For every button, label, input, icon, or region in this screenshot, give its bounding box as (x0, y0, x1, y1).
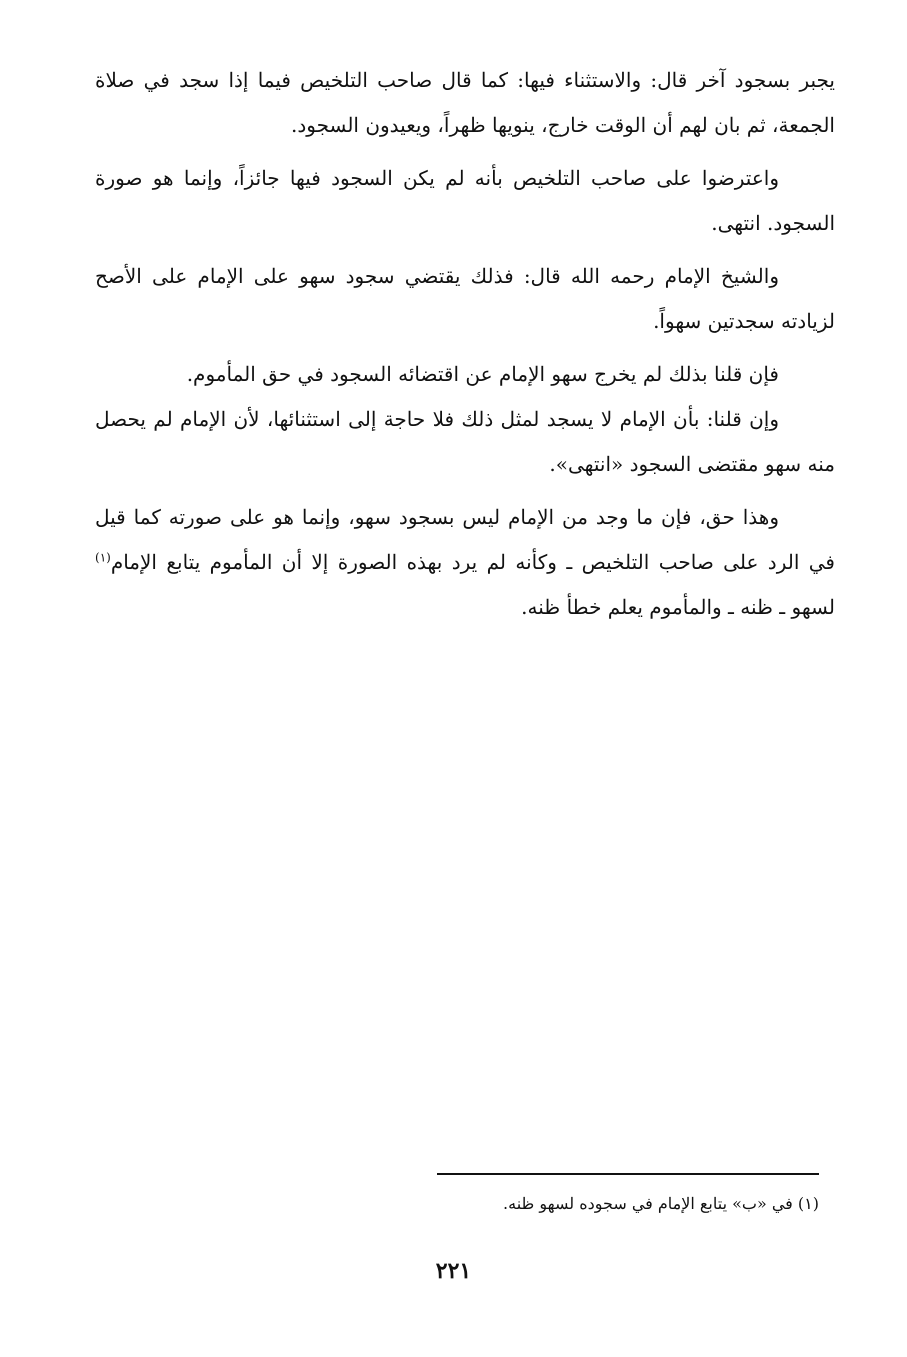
footnote-reference-mark: (١) (95, 550, 111, 565)
paragraph-5: وإن قلنا: بأن الإمام لا يسجد لمثل ذلك فلا حاجة إلى استثنائها، لأن الإمام لم يحصل منه سهو مقتضى السجود «انتهى». (95, 407, 835, 476)
main-text (95, 58, 835, 638)
paragraph-6 (95, 495, 835, 630)
paragraph-6-text-before: وهذا حق، فإن ما وجد من الإمام ليس بسجود سهو، وإنما هو على صورته كما قيل في الرد على صاحب التلخيص ـ وكأنه لم يرد بهذه الصورة إلا أن المأموم يتابع الإمام (95, 505, 835, 574)
paragraph-6-text-after: لسهو ـ ظنه ـ والمأموم يعلم خطأ ظنه. (521, 595, 835, 619)
page-number: ٢٢١ (435, 1258, 472, 1284)
paragraph-4: فإن قلنا بذلك لم يخرج سهو الإمام عن اقتضائه السجود في حق المأموم. (186, 362, 779, 386)
paragraph-1: يجبر بسجود آخر قال: والاستثناء فيها: كما قال صاحب التلخيص فيما إذا سجد في صلاة الجمعة، ثم بان لهم أن الوقت خارج، ينويها ظهراً، ويعيدون السجود. (95, 68, 835, 137)
footnote: (١) في «ب» يتابع الإمام في سجوده لسهو ظنه. (503, 1194, 819, 1213)
footnote-divider (437, 1173, 819, 1175)
paragraph-3: والشيخ الإمام رحمه الله قال: فذلك يقتضي سجود سهو على الإمام على الأصح لزيادته سجدتين سهواً. (95, 264, 835, 333)
paragraph-2: واعترضوا على صاحب التلخيص بأنه لم يكن السجود فيها جائزاً، وإنما هو صورة السجود. انتهى. (95, 166, 835, 235)
